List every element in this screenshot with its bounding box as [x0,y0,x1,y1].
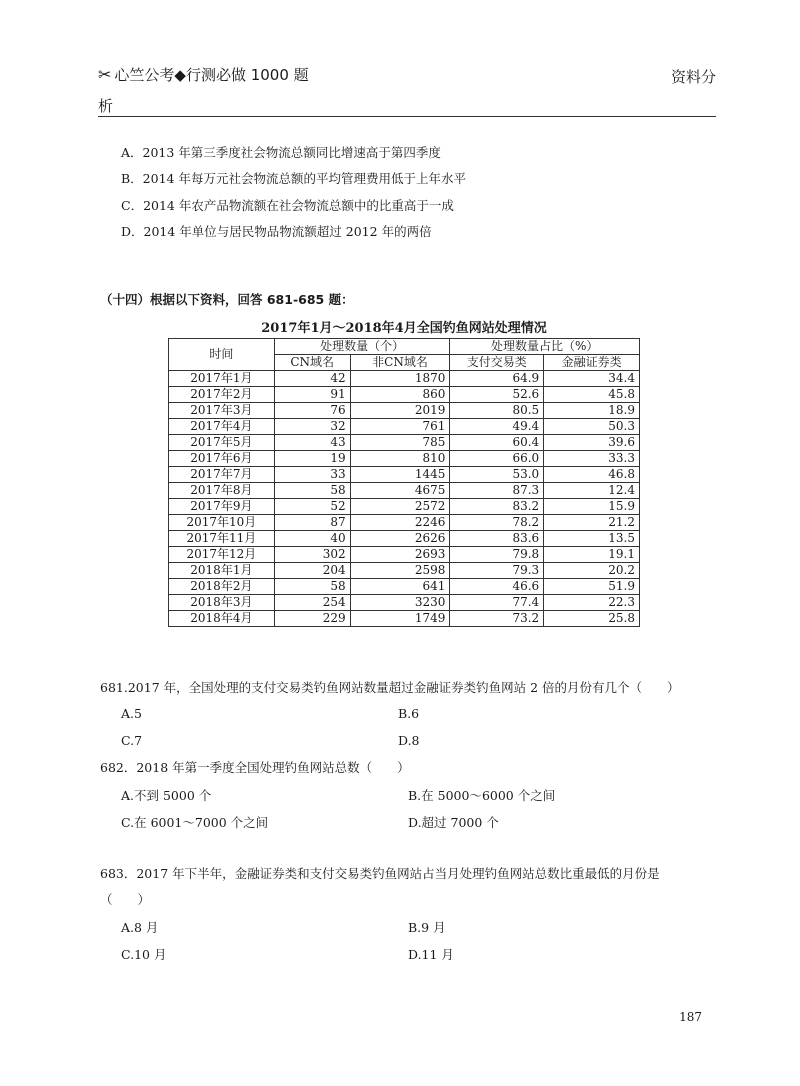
cell-time: 2018年2月 [169,579,275,595]
q683-option-d: D.11 月 [408,947,454,962]
q683-option-c: C.10 月 [121,947,167,962]
q682-option-c: C.在 6001～7000 个之间 [121,815,269,830]
col-header-non-cn: 非CN域名 [350,355,450,371]
table-row [169,499,640,515]
cell-time: 2017年10月 [169,515,275,531]
cell-time: 2017年6月 [169,451,275,467]
cell-non-cn: 2598 [350,563,450,579]
cell-cn: 254 [274,595,350,611]
table-row [169,483,640,499]
table-row [169,451,640,467]
table-body [169,371,640,627]
table-row [169,579,640,595]
cell-cn: 43 [274,435,350,451]
cell-payment: 80.5 [450,403,544,419]
cell-payment: 87.3 [450,483,544,499]
q683-stem: 683．2017 年下半年，金融证券类和支付交易类钓鱼网站占当月处理钓鱼网站总数比重最低的月份是 [100,866,660,881]
cell-time: 2017年1月 [169,371,275,387]
cell-non-cn: 641 [350,579,450,595]
cell-finance: 22.3 [544,595,640,611]
cell-non-cn: 2019 [350,403,450,419]
cell-non-cn: 1749 [350,611,450,627]
cell-non-cn: 2693 [350,547,450,563]
cell-cn: 229 [274,611,350,627]
cell-non-cn: 761 [350,419,450,435]
cell-non-cn: 2572 [350,499,450,515]
table-row [169,611,640,627]
cell-payment: 83.6 [450,531,544,547]
q682-option-b: B.在 5000～6000 个之间 [408,788,556,803]
cell-payment: 77.4 [450,595,544,611]
cell-non-cn: 2626 [350,531,450,547]
cell-time: 2017年3月 [169,403,275,419]
cell-cn: 58 [274,579,350,595]
cell-cn: 19 [274,451,350,467]
table-row [169,547,640,563]
cell-payment: 49.4 [450,419,544,435]
data-table [168,338,640,627]
cell-finance: 25.8 [544,611,640,627]
cell-cn: 204 [274,563,350,579]
col-header-cn: CN域名 [274,355,350,371]
cell-payment: 46.6 [450,579,544,595]
cell-payment: 60.4 [450,435,544,451]
table-row [169,595,640,611]
cell-time: 2017年9月 [169,499,275,515]
cell-time: 2017年8月 [169,483,275,499]
table-row [169,467,640,483]
cell-cn: 42 [274,371,350,387]
cell-cn: 87 [274,515,350,531]
q682-option-d: D.超过 7000 个 [408,815,499,830]
cell-non-cn: 4675 [350,483,450,499]
prev-option-d: D．2014 年单位与居民物品物流额超过 2012 年的两倍 [121,224,432,239]
cell-payment: 66.0 [450,451,544,467]
table-row [169,563,640,579]
q681-option-b: B.6 [398,706,420,721]
col-header-payment: 支付交易类 [450,355,544,371]
cell-finance: 18.9 [544,403,640,419]
cell-finance: 12.4 [544,483,640,499]
cell-cn: 32 [274,419,350,435]
header-section-label: 资料分 [670,68,716,86]
cell-payment: 64.9 [450,371,544,387]
cell-finance: 33.3 [544,451,640,467]
header-title-text: 心竺公考◆行测必做 1000 题 [114,66,309,84]
col-header-time: 时间 [169,339,275,371]
header-rule [98,116,716,117]
q682-option-a: A.不到 5000 个 [121,788,212,803]
cell-finance: 39.6 [544,435,640,451]
header-title [98,64,309,85]
cell-finance: 45.8 [544,387,640,403]
table-row [169,403,640,419]
cell-time: 2018年4月 [169,611,275,627]
cell-finance: 50.3 [544,419,640,435]
cell-finance: 20.2 [544,563,640,579]
cell-cn: 40 [274,531,350,547]
cell-finance: 19.1 [544,547,640,563]
cell-finance: 13.5 [544,531,640,547]
cell-time: 2017年12月 [169,547,275,563]
table-row [169,387,640,403]
table-row [169,515,640,531]
q683-option-b: B.9 月 [408,920,446,935]
q683-option-a: A.8 月 [121,920,159,935]
cell-non-cn: 1445 [350,467,450,483]
cell-finance: 21.2 [544,515,640,531]
prev-option-b: B．2014 年每万元社会物流总额的平均管理费用低于上年水平 [121,171,466,186]
col-group-share: 处理数量占比（%） [450,339,640,355]
section-heading: （十四）根据以下资料，回答 681-685 题： [100,292,354,307]
cell-time: 2018年3月 [169,595,275,611]
data-table-block [168,320,640,627]
cell-time: 2017年5月 [169,435,275,451]
q681-option-c: C.7 [121,733,143,748]
cell-finance: 46.8 [544,467,640,483]
table-row [169,371,640,387]
cell-payment: 73.2 [450,611,544,627]
cell-payment: 53.0 [450,467,544,483]
cell-finance: 51.9 [544,579,640,595]
q681-option-a: A.5 [121,706,142,721]
cell-time: 2018年1月 [169,563,275,579]
cell-cn: 33 [274,467,350,483]
cell-time: 2017年11月 [169,531,275,547]
cell-payment: 79.3 [450,563,544,579]
cell-time: 2017年4月 [169,419,275,435]
table-title: 2017年1月～2018年4月全国钓鱼网站处理情况 [261,321,547,336]
col-header-finance: 金融证券类 [544,355,640,371]
q682-stem: 682．2018 年第一季度全国处理钓鱼网站总数（ ） [100,760,410,775]
cell-cn: 58 [274,483,350,499]
cell-time: 2017年7月 [169,467,275,483]
cell-non-cn: 860 [350,387,450,403]
cell-payment: 83.2 [450,499,544,515]
q681-stem: 681.2017 年，全国处理的支付交易类钓鱼网站数量超过金融证券类钓鱼网站 2 倍的月份有几个（ ） [100,680,680,695]
cell-non-cn: 785 [350,435,450,451]
cell-cn: 91 [274,387,350,403]
page-number: 187 [679,1010,702,1024]
cell-cn: 302 [274,547,350,563]
cell-payment: 52.6 [450,387,544,403]
cell-cn: 52 [274,499,350,515]
cell-payment: 78.2 [450,515,544,531]
cell-time: 2017年2月 [169,387,275,403]
q681-option-d: D.8 [398,733,420,748]
prev-option-a: A．2013 年第三季度社会物流总额同比增速高于第四季度 [121,145,441,160]
cell-finance: 15.9 [544,499,640,515]
cell-non-cn: 810 [350,451,450,467]
cell-finance: 34.4 [544,371,640,387]
cell-non-cn: 2246 [350,515,450,531]
cell-payment: 79.8 [450,547,544,563]
prev-option-c: C．2014 年农产品物流额在社会物流总额中的比重高于一成 [121,198,454,213]
table-row [169,435,640,451]
scissors-icon: ✂ [98,65,112,84]
cell-non-cn: 3230 [350,595,450,611]
cell-non-cn: 1870 [350,371,450,387]
q683-paren: （ ） [100,892,151,907]
cell-cn: 76 [274,403,350,419]
col-group-count: 处理数量（个） [274,339,450,355]
header-section-label-wrap: 析 [98,97,114,115]
table-row [169,531,640,547]
table-row [169,419,640,435]
